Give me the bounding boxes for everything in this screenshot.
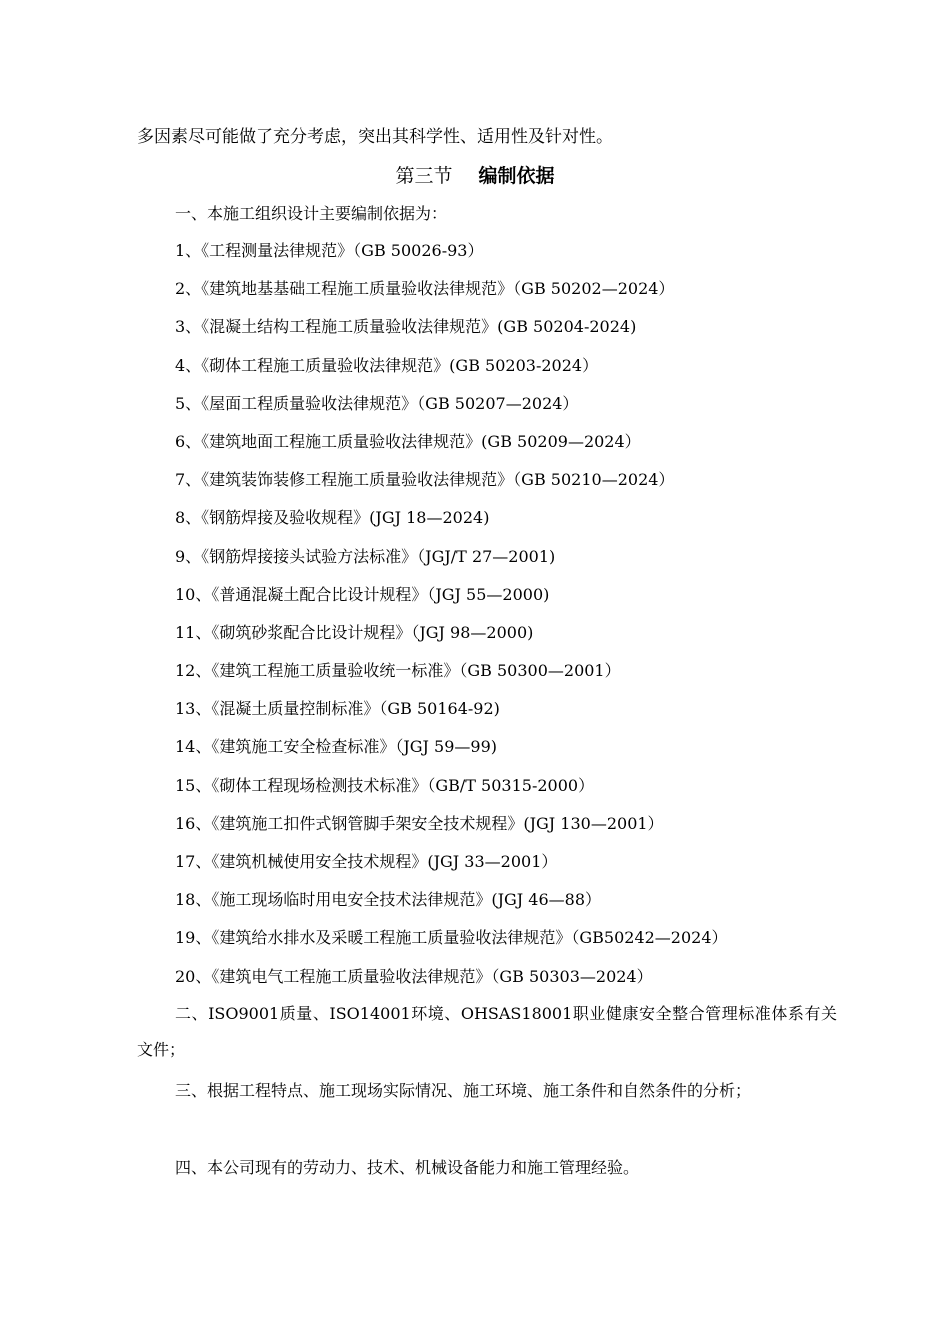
reference-item: 19、《建筑给水排水及采暖工程施工质量验收法律规范》（GB50242—2024） xyxy=(175,928,728,948)
paragraph-management-standards: 二、ISO9001质量、ISO14001环境、OHSAS18001职业健康安全整合管理标准体系有关文件； xyxy=(137,1004,837,1059)
reference-item: 13、《混凝土质量控制标准》（GB 50164-92) xyxy=(175,699,500,719)
reference-item: 2、《建筑地基基础工程施工质量验收法律规范》（GB 50202—2024） xyxy=(175,279,675,299)
paragraph-company-capability: 四、本公司现有的劳动力、技术、机械设备能力和施工管理经验。 xyxy=(175,1158,640,1177)
reference-item: 15、《砌体工程现场检测技术标准》（GB/T 50315-2000） xyxy=(175,775,595,795)
continuation-line: 多因素尽可能做了充分考虑，突出其科学性、适用性及针对性。 xyxy=(137,127,613,147)
reference-item: 20、《建筑电气工程施工质量验收法律规范》（GB 50303—2024） xyxy=(175,966,653,986)
reference-list xyxy=(175,240,865,1004)
paragraph-site-analysis: 三、根据工程特点、施工现场实际情况、施工环境、施工条件和自然条件的分析； xyxy=(175,1081,752,1100)
reference-item: 3、《混凝土结构工程施工质量验收法律规范》(GB 50204-2024) xyxy=(175,317,637,337)
section-title: 编制依据 xyxy=(478,165,555,187)
reference-item: 8、《钢筋焊接及验收规程》(JGJ 18—2024) xyxy=(175,508,490,528)
reference-item: 18、《施工现场临时用电安全技术法律规范》(JGJ 46—88） xyxy=(175,890,602,910)
reference-item: 11、《砌筑砂浆配合比设计规程》（JGJ 98—2000) xyxy=(175,622,534,642)
reference-item: 6、《建筑地面工程施工质量验收法律规范》(GB 50209—2024） xyxy=(175,431,641,451)
reference-item: 12、《建筑工程施工质量验收统一标准》（GB 50300—2001） xyxy=(175,661,621,681)
reference-item: 5、《屋面工程质量验收法律规范》（GB 50207—2024） xyxy=(175,393,579,413)
section-number: 第三节 xyxy=(395,165,453,187)
reference-item: 4、《砌体工程施工质量验收法律规范》(GB 50203-2024） xyxy=(175,355,599,375)
reference-item: 10、《普通混凝土配合比设计规程》（JGJ 55—2000) xyxy=(175,584,550,604)
reference-item: 17、《建筑机械使用安全技术规程》(JGJ 33—2001） xyxy=(175,852,558,871)
reference-item: 16、《建筑施工扣件式钢管脚手架安全技术规程》(JGJ 130—2001） xyxy=(175,813,664,833)
section-heading xyxy=(0,164,950,188)
reference-item: 9、《钢筋焊接接头试验方法标准》（JGJ/T 27—2001) xyxy=(175,546,556,566)
basis-intro: 一、本施工组织设计主要编制依据为： xyxy=(175,204,448,223)
reference-item: 14、《建筑施工安全检查标准》（JGJ 59—99) xyxy=(175,737,498,757)
reference-item: 7、《建筑装饰装修工程施工质量验收法律规范》（GB 50210—2024） xyxy=(175,470,675,490)
reference-item: 1、《工程测量法律规范》（GB 50026-93） xyxy=(175,241,484,260)
